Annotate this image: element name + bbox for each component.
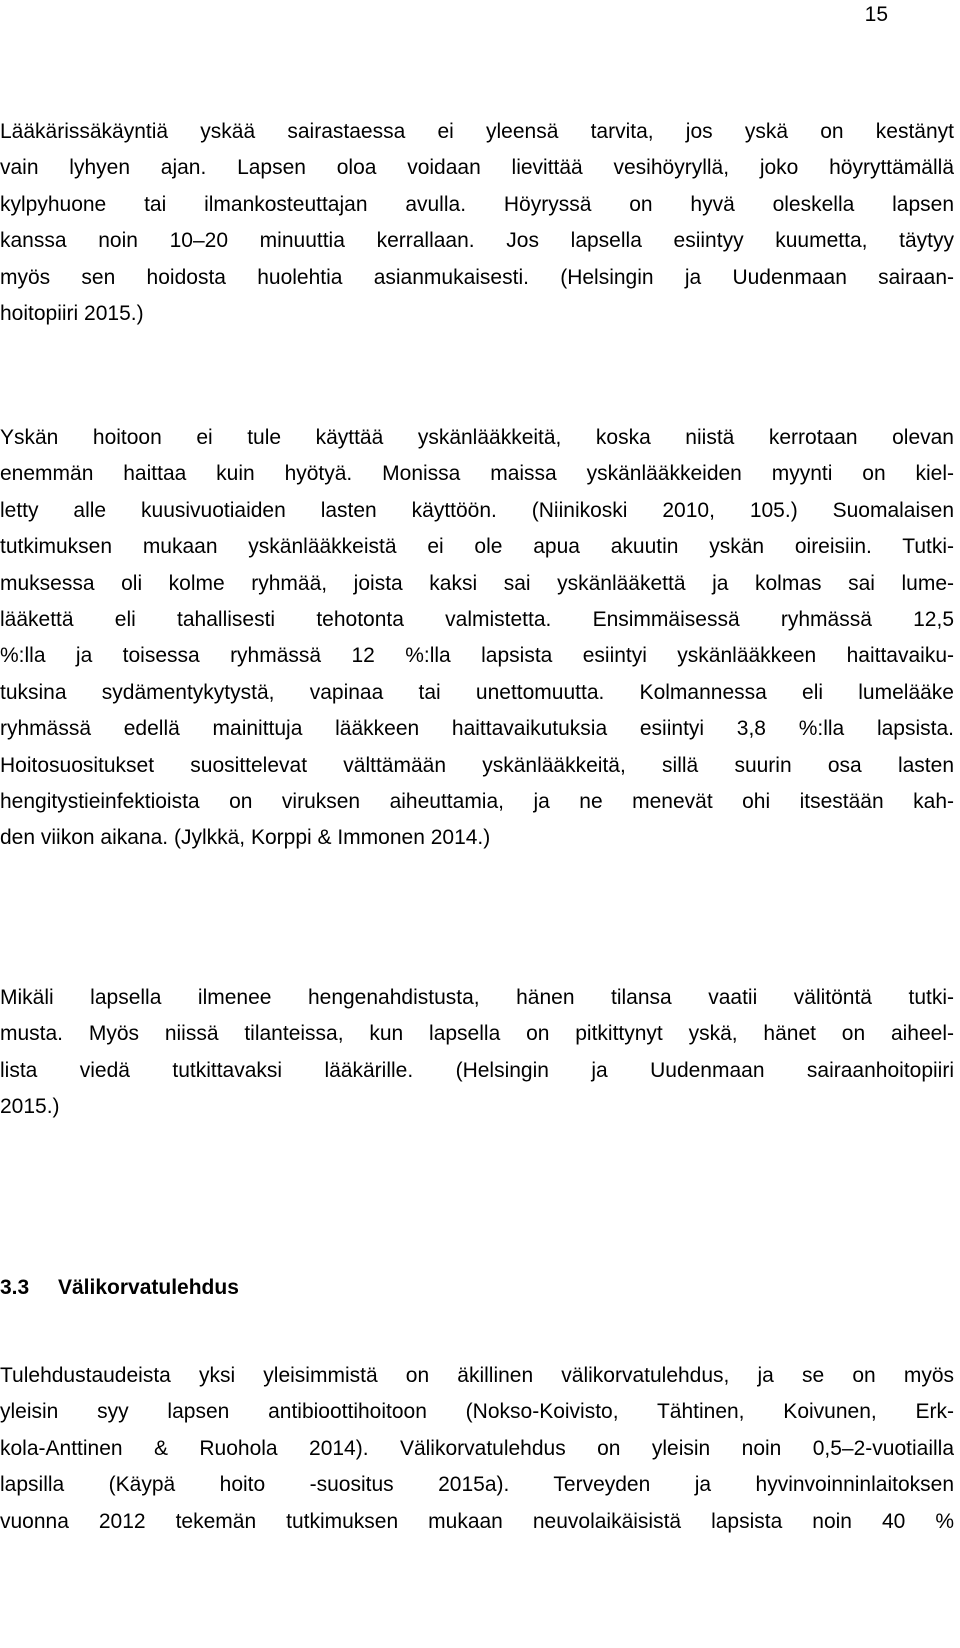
text-line: muksessa oli kolme ryhmää, joista kaksi sai yskänlääkettä ja kolmas sai lume- [0, 571, 954, 595]
text-line: Tulehdustaudeista yksi yleisimmistä on äkillinen välikorvatulehdus, ja se on myös [0, 1364, 954, 1387]
text-line: tutkimuksen mukaan yskänlääkkeistä ei ole apua akuutin yskän oireisiin. Tutki- [0, 535, 954, 559]
text-line: 2015.) [0, 1095, 60, 1119]
text-line: ryhmässä edellä mainittuja lääkkeen haittavaikutuksia esiintyi 3,8 %:lla lapsista. [0, 717, 954, 741]
text-line: hengitystieinfektioista on viruksen aiheuttamia, ja ne menevät ohi itsestään kah- [0, 789, 954, 813]
text-line: musta. Myös niissä tilanteissa, kun lapsella on pitkittynyt yskä, hänet on aiheel- [0, 1022, 954, 1046]
text-line: kylpyhuone tai ilmankosteuttajan avulla. Höyryssä on hyvä oleskella lapsen [0, 192, 954, 216]
text-line: myös sen hoidosta huolehtia asianmukaisesti. (Helsingin ja Uudenmaan sairaan- [0, 265, 954, 289]
section-heading [0, 1270, 239, 1306]
paragraph-breathing-difficulty [0, 980, 954, 1126]
text-line: vain lyhyen ajan. Lapsen oloa voidaan lievittää vesihöyryllä, joko höyryttämällä [0, 156, 954, 180]
text-line: lääkettä eli tahallisesti tehotonta valmistetta. Ensimmäisessä ryhmässä 12,5 [0, 607, 954, 631]
section-title: Välikorvatulehdus [58, 1276, 239, 1299]
text-line: vuonna 2012 tekemän tutkimuksen mukaan neuvolaikäisistä lapsista noin 40 % [0, 1509, 954, 1533]
text-line: lapsilla (Käypä hoito -suositus 2015a). Terveyden ja hyvinvoinninlaitoksen [0, 1473, 954, 1497]
text-line: tuksina sydämentykytystä, vapinaa tai unettomuutta. Kolmannessa eli lumelääke [0, 680, 954, 704]
text-line: kola-Anttinen & Ruohola 2014). Välikorvatulehdus on yleisin noin 0,5–2-vuotiailla [0, 1436, 954, 1460]
text-line: Mikäli lapsella ilmenee hengenahdistusta, hänen tilansa vaatii välitöntä tutki- [0, 986, 954, 1009]
text-line: enemmän haittaa kuin hyötyä. Monissa maissa yskänlääkkeiden myynti on kiel- [0, 462, 954, 486]
text-line: letty alle kuusivuotiaiden lasten käyttöön. (Niinikoski 2010, 105.) Suomalaisen [0, 498, 954, 522]
text-line: hoitopiiri 2015.) [0, 301, 144, 325]
section-number: 3.3 [0, 1276, 30, 1299]
text-line: den viikon aikana. (Jylkkä, Korppi & Immonen 2014.) [0, 826, 491, 850]
paragraph-home-care [0, 114, 954, 332]
text-line: yleisin syy lapsen antibioottihoitoon (Nokso-Koivisto, Tähtinen, Koivunen, Erk- [0, 1400, 954, 1424]
text-line: %:lla ja toisessa ryhmässä 12 %:lla lapsista esiintyi yskänlääkkeen haittavaiku- [0, 644, 954, 668]
text-line: Lääkärissäkäyntiä yskää sairastaessa ei yleensä tarvita, jos yskä on kestänyt [0, 120, 954, 143]
text-line: Yskän hoitoon ei tule käyttää yskänlääkkeitä, koska niistä kerrotaan olevan [0, 426, 954, 449]
text-line: kanssa noin 10–20 minuuttia kerrallaan. Jos lapsella esiintyy kuumetta, täytyy [0, 229, 954, 253]
text-line: Hoitosuositukset suosittelevat välttämään yskänlääkkeitä, sillä suurin osa lasten [0, 753, 954, 777]
paragraph-cough-medicine [0, 420, 954, 857]
page-number: 15 [864, 3, 888, 26]
text-line: lista viedä tutkittavaksi lääkärille. (Helsingin ja Uudenmaan sairaanhoitopiiri [0, 1058, 954, 1082]
paragraph-otitis [0, 1358, 954, 1540]
